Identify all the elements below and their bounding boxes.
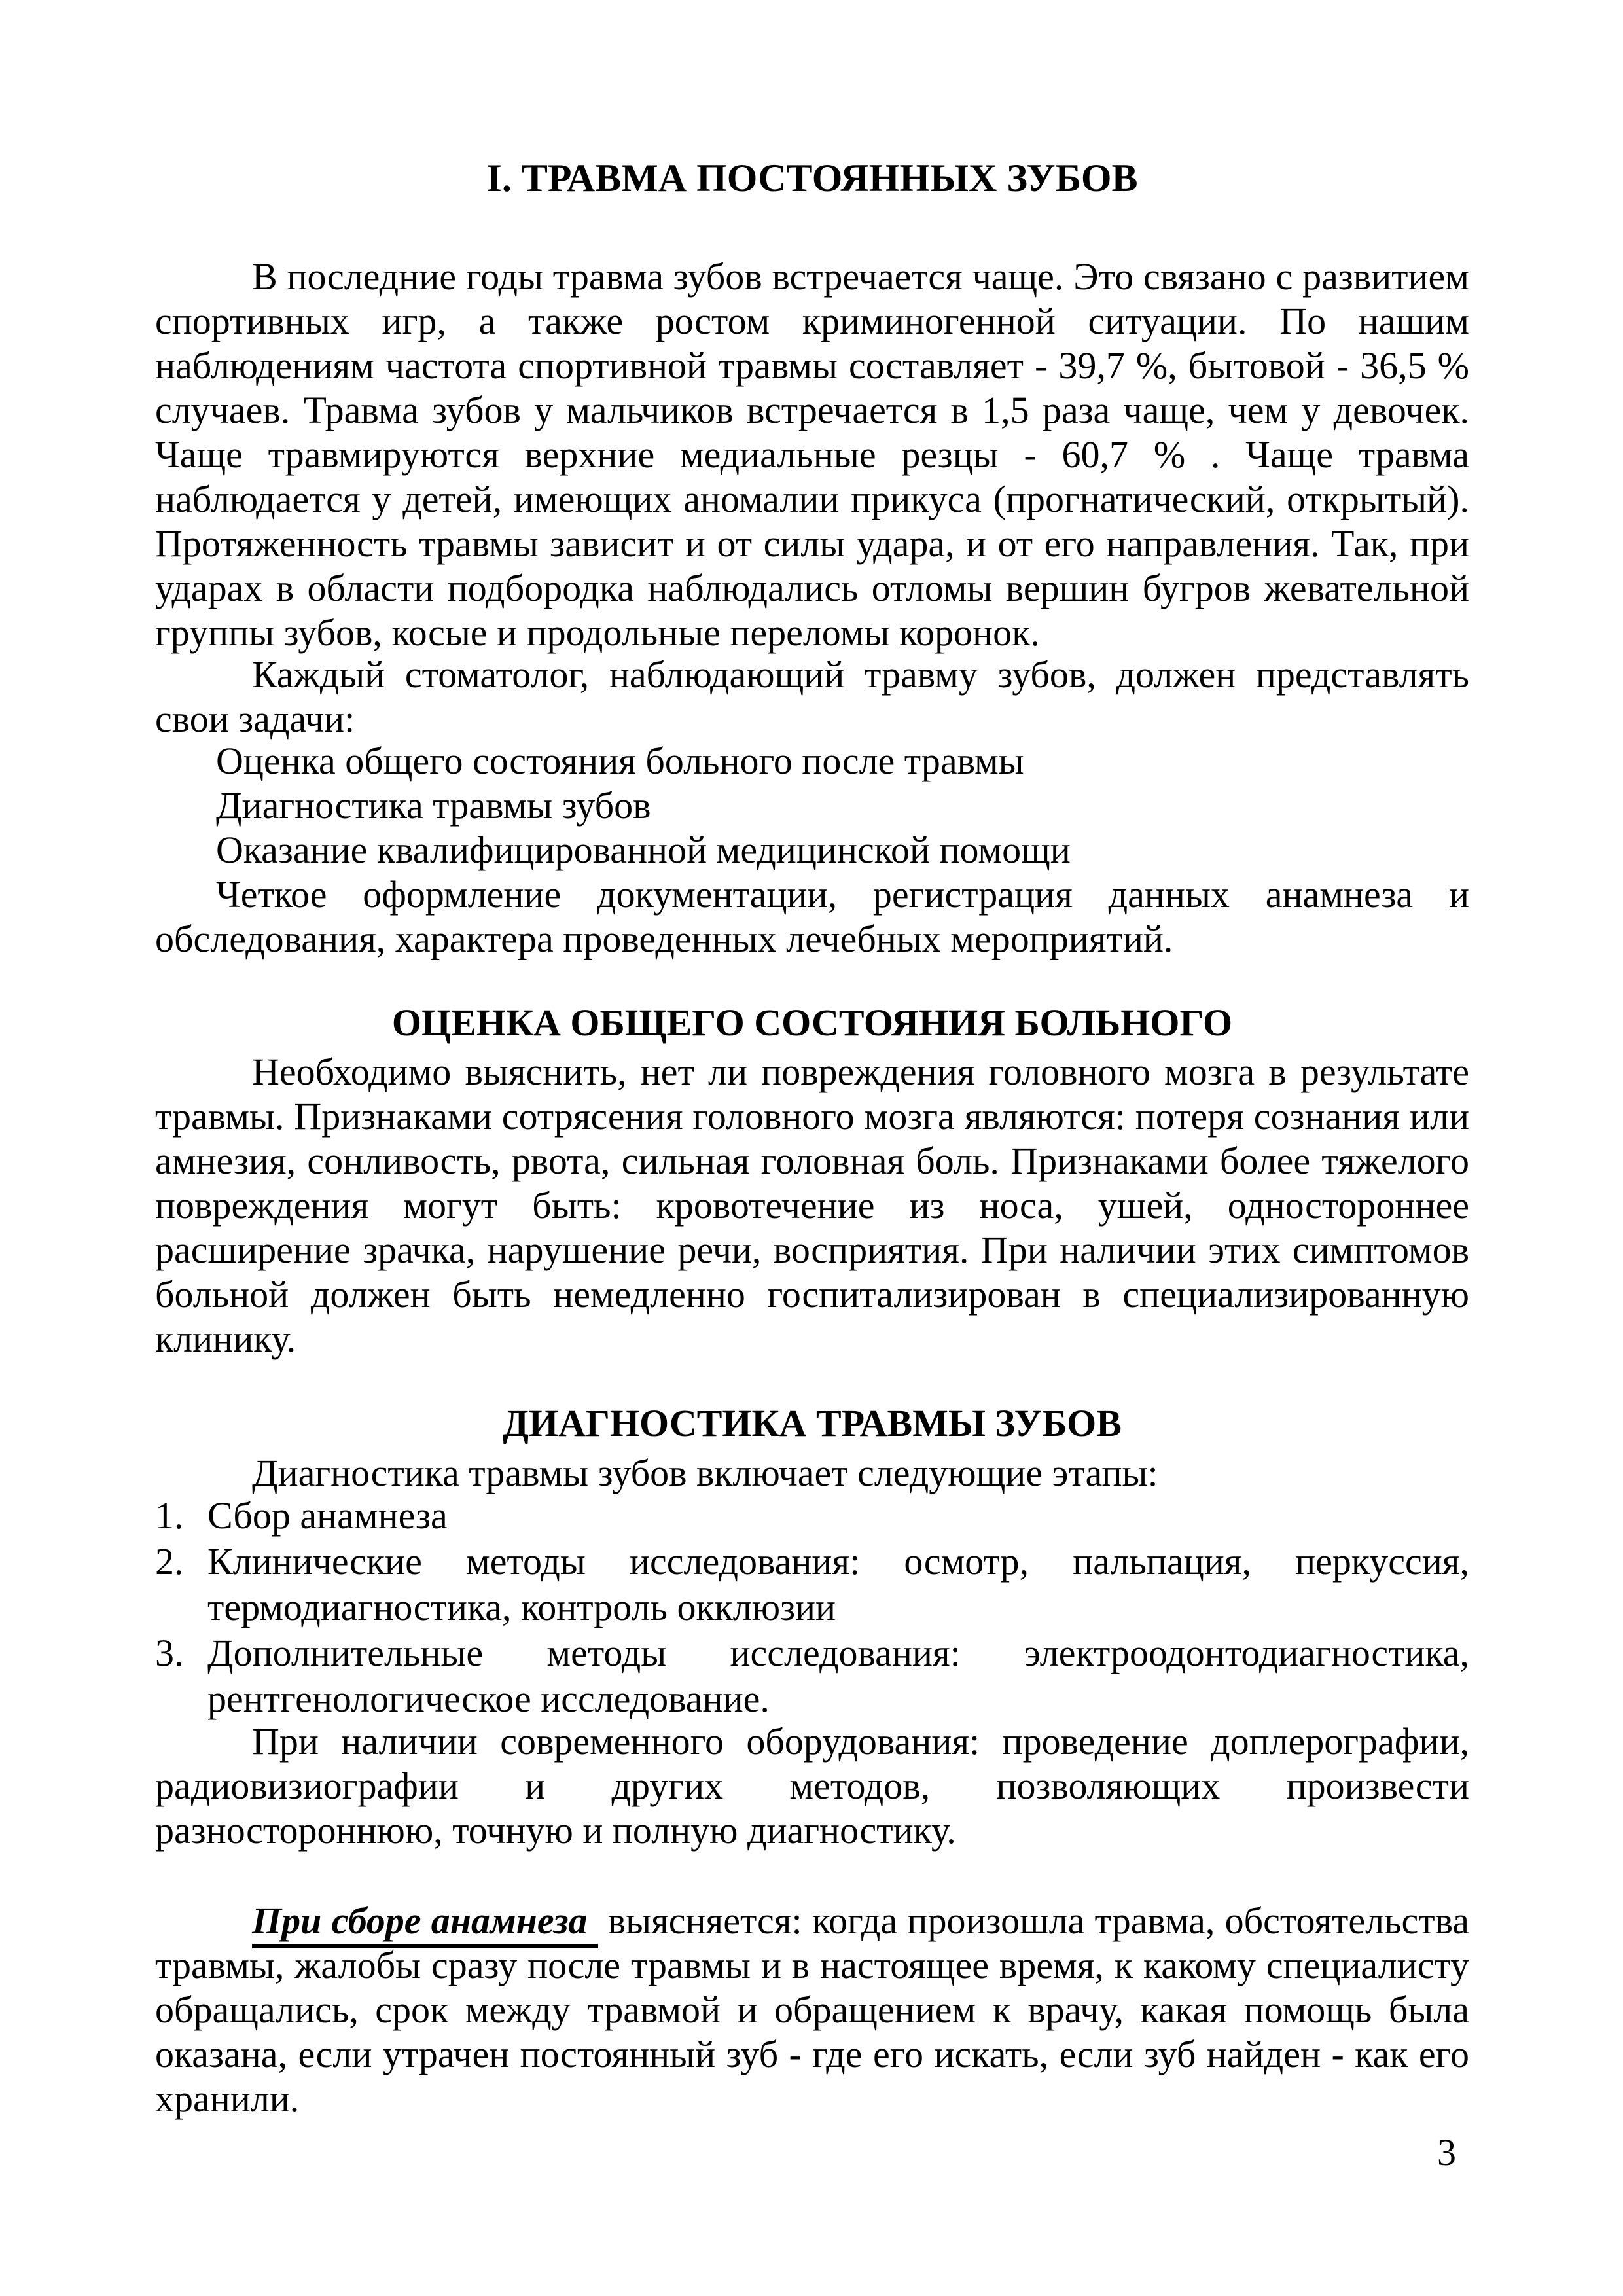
section-heading-diagnostics: ДИАГНОСТИКА ТРАВМЫ ЗУБОВ bbox=[503, 1402, 1122, 1444]
task-item-diagnostics: Диагностика травмы зубов bbox=[216, 784, 651, 827]
step-text: Сбор анамнеза bbox=[207, 1494, 448, 1537]
task-item-documentation: Четкое оформление документации, регистрация данных анамнеза и обследования, характера проведенных лечебных мероприятий. bbox=[155, 873, 1469, 960]
task-item-care: Оказание квалифицированной медицинской помощи bbox=[216, 829, 1071, 871]
document-title: I. ТРАВМА ПОСТОЯННЫХ ЗУБОВ bbox=[486, 156, 1138, 200]
step-number: 2. bbox=[155, 1540, 184, 1583]
task-list bbox=[155, 739, 1469, 961]
diagnostics-step bbox=[155, 1493, 1469, 1539]
section-heading-assessment: ОЦЕНКА ОБЩЕГО СОСТОЯНИЯ БОЛЬНОГО bbox=[391, 1001, 1233, 1044]
diagnostics-note: При наличии современного оборудования: проведение доплерографии, радиовизиографии и других методов, позволяющих произвести разностороннюю, точную и полную диагностику. bbox=[155, 1720, 1469, 1852]
task-item-assessment: Оценка общего состояния больного после травмы bbox=[216, 740, 1024, 782]
anamnesis-paragraph bbox=[155, 1899, 1469, 2121]
step-number: 1. bbox=[155, 1494, 184, 1537]
step-number: 3. bbox=[155, 1632, 184, 1674]
diagnostics-step bbox=[155, 1630, 1469, 1722]
diagnostics-step-list bbox=[155, 1493, 1469, 1722]
diagnostics-intro: Диагностика травмы зубов включает следующие этапы: bbox=[252, 1452, 1158, 1494]
diagnostics-step bbox=[155, 1539, 1469, 1630]
anamnesis-body: выясняется: когда произошла травма, обстоятельства травмы, жалобы сразу после травмы и в настоящее время, к какому специалисту обращались, срок между травмой и обращением к врачу, какая помощь была оказана, если утрачен постоянный зуб - где его искать, если зуб найден - как его хранили. bbox=[155, 1899, 1469, 2120]
intro-paragraph-2: Каждый стоматолог, наблюдающий травму зубов, должен представлять свои задачи: bbox=[155, 653, 1469, 740]
step-text: Дополнительные методы исследования: электроодонтодиагностика, рентгенологическое исследование. bbox=[207, 1632, 1469, 1720]
step-text: Клинические методы исследования: осмотр, пальпация, перкуссия, термодиагностика, контроль окклюзии bbox=[207, 1540, 1469, 1628]
anamnesis-lead-underlined: При сборе анамнеза bbox=[252, 1899, 598, 1948]
intro-paragraph-1: В последние годы травма зубов встречается чаще. Это связано с развитием спортивных игр, а также ростом криминогенной ситуации. По нашим наблюдениям частота спортивной травмы составляет - 39,7 %, бытовой - 36,5 % случаев. Травма зубов у мальчиков встречается в 1,5 раза чаще, чем у девочек. Чаще травмируются верхние медиальные резцы - 60,7 % . Чаще травма наблюдается у детей, имеющих аномалии прикуса (прогнатический, открытый). Протяженность травмы зависит и от силы удара, и от его направления. Так, при ударах в области подбородка наблюдались отломы вершин бугров жевательной группы зубов, косые и продольные переломы коронок. bbox=[155, 255, 1469, 654]
page-number: 3 bbox=[1437, 2131, 1456, 2174]
assessment-paragraph: Необходимо выяснить, нет ли повреждения головного мозга в результате травмы. Признаками сотрясения головного мозга являются: потеря сознания или амнезия, сонливость, рвота, сильная головная боль. Признаками более тяжелого повреждения могут быть: кровотечение из носа, ушей, одностороннее расширение зрачка, нарушение речи, восприятия. При наличии этих симптомов больной должен быть немедленно госпитализирован в специализированную клинику. bbox=[155, 1050, 1469, 1360]
